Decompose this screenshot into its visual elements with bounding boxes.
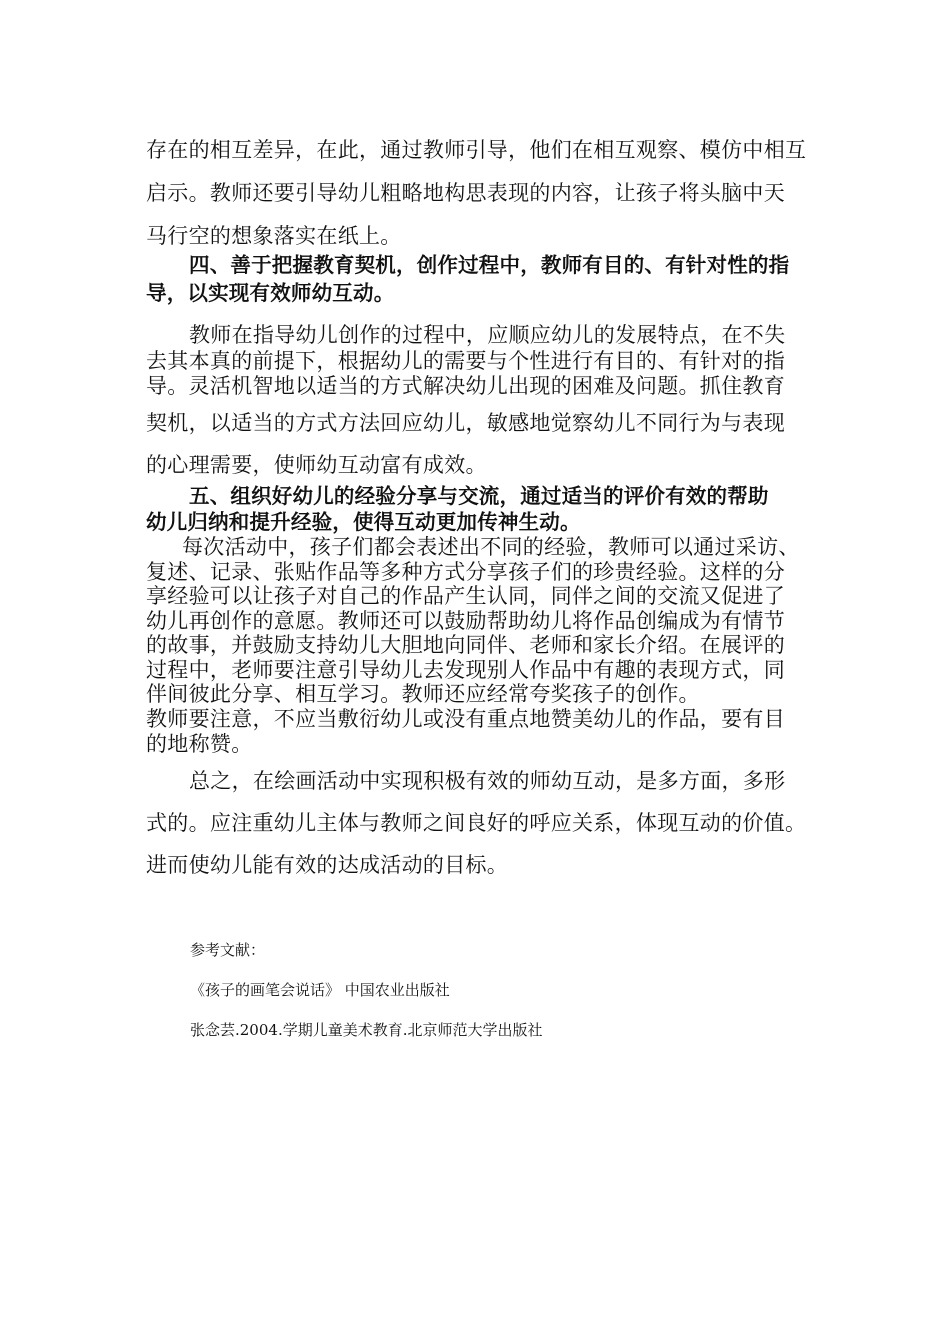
paragraph-line: 享经验可以让孩子对自己的作品产生认同，同伴之间的交流又促进了 <box>146 584 785 608</box>
paragraph-line: 去其本真的前提下，根据幼儿的需要与个性进行有目的、有针对的指 <box>146 349 785 373</box>
paragraph-line: 的心理需要，使师幼互动富有成效。 <box>146 453 487 477</box>
reference-item: 《孩子的画笔会说话》 中国农业出版社 <box>190 981 450 999</box>
paragraph-line: 的地称赞。 <box>146 732 253 756</box>
paragraph-line: 进而使幼儿能有效的达成活动的目标。 <box>146 853 509 877</box>
paragraph-line: 教师在指导幼儿创作的过程中，应顺应幼儿的发展特点，在不失 <box>189 323 786 347</box>
paragraph-line: 启示。教师还要引导幼儿粗略地构思表现的内容，让孩子将头脑中天 <box>146 181 785 205</box>
paragraph-line: 过程中，老师要注意引导幼儿去发现别人作品中有趣的表现方式，同 <box>146 658 785 682</box>
paragraph-line: 马行空的想象落实在纸上。 <box>146 224 402 248</box>
paragraph-line: 教师要注意，不应当敷衍幼儿或没有重点地赞美幼儿的作品，要有目 <box>146 707 785 731</box>
section-heading-5-cont: 幼儿归纳和提升经验，使得互动更加传神生动。 <box>146 510 581 534</box>
reference-item: 张念芸.2004.学期儿童美术教育.北京师范大学出版社 <box>190 1021 543 1039</box>
paragraph-line: 复述、记录、张贴作品等多种方式分享孩子们的珍贵经验。这样的分 <box>146 560 785 584</box>
paragraph-line: 总之，在绘画活动中实现积极有效的师幼互动，是多方面，多形 <box>189 769 786 793</box>
section-heading-4-cont: 导，以实现有效师幼互动。 <box>146 281 395 305</box>
paragraph-line: 导。灵活机智地以适当的方式解决幼儿出现的困难及问题。抓住教育 <box>146 374 785 398</box>
paragraph-line: 幼儿再创作的意愿。教师还可以鼓励帮助幼儿将作品创编成为有情节 <box>146 609 785 633</box>
references-heading: 参考文献： <box>190 941 266 959</box>
paragraph-line: 的故事，并鼓励支持幼儿大胆地向同伴、老师和家长介绍。在展评的 <box>146 633 785 657</box>
section-heading-4: 四、善于把握教育契机，创作过程中，教师有目的、有针对性的指 <box>189 253 790 277</box>
paragraph-line: 契机，以适当的方式方法回应幼儿，敏感地觉察幼儿不同行为与表现 <box>146 411 785 435</box>
paragraph-line: 伴间彼此分享、相互学习。教师还应经常夸奖孩子的创作。 <box>146 682 700 706</box>
paragraph-line: 式的。应注重幼儿主体与教师之间良好的呼应关系，体现互动的价值。 <box>146 811 807 835</box>
paragraph-line: 每次活动中，孩子们都会表述出不同的经验，教师可以通过采访、 <box>182 535 800 559</box>
section-heading-5: 五、组织好幼儿的经验分享与交流，通过适当的评价有效的帮助 <box>189 484 769 508</box>
paragraph-line: 存在的相互差异，在此，通过教师引导，他们在相互观察、模仿中相互 <box>146 138 807 162</box>
